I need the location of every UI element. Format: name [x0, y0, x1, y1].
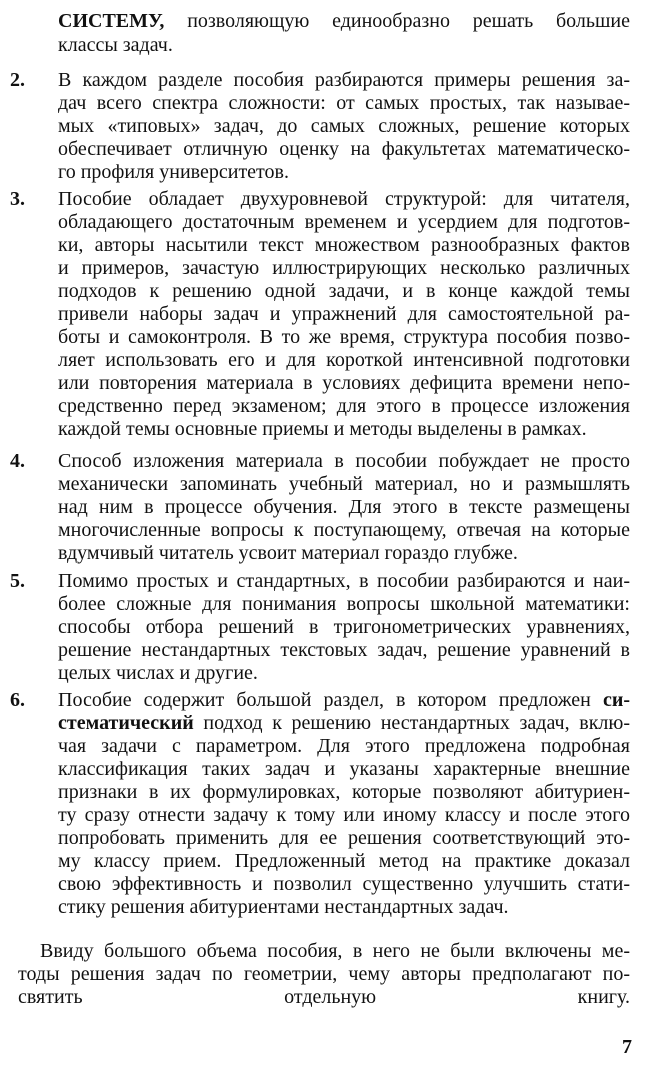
closing-line: тоды решения задач по геометрии, чему авторы предполагают по-: [18, 963, 630, 985]
intro-bold-word: СИСТЕМУ,: [58, 10, 165, 32]
item-6-line: [58, 712, 630, 735]
item-6-line: классификация таких задач и указаны характерные внешние: [58, 758, 630, 780]
item-2-line: В каждом разделе пособия разбираются примеры решения за-: [58, 69, 630, 91]
item-3-line: каждой темы основные приемы и методы выделены в рамках.: [58, 418, 587, 440]
item-6-line-2-text: подход к решению нестандартных задач, вклю-: [203, 712, 631, 734]
closing-line: святить отдельную книгу.: [18, 986, 630, 1008]
item-6-line: признаки в их формулировках, которые позволяют абитуриен-: [58, 781, 630, 803]
item-3-line: Пособие обладает двухуровневой структурой: для читателя,: [58, 188, 630, 210]
item-6-line: свою эффективность и позволил существенно улучшить стати-: [58, 873, 630, 895]
item-number: 5.: [10, 570, 25, 592]
item-3-line: обладающего достаточным временем и усердием для подготов-: [58, 211, 630, 233]
item-5-line: Помимо простых и стандартных, в пособии разбираются и наи-: [58, 570, 630, 592]
item-number: 2.: [10, 69, 25, 91]
item-4-line: механически запоминать учебный материал, но и размышлять: [58, 473, 630, 495]
item-6-bold-word: стематический: [58, 712, 194, 734]
item-5-line: решение нестандартных текстовых задач, решение уравнений в: [58, 639, 630, 661]
item-4-line: вдумчивый читатель усвоит материал гораздо глубже.: [58, 542, 518, 564]
intro-line-1-text: позволяющую единообразно решать большие: [187, 10, 630, 32]
item-2-line: го профиля университетов.: [58, 161, 289, 183]
item-6-line: попробовать применить для ее решения соответствующий это-: [58, 827, 630, 849]
item-6-line: чая задачи с параметром. Для этого предложена подробная: [58, 735, 630, 757]
item-6-line: стику решения абитуриентами нестандартных задач.: [58, 896, 509, 918]
intro-line-1: [58, 10, 630, 33]
closing-line: Ввиду большого объема пособия, в него не были включены ме-: [40, 940, 630, 962]
item-6-line: му классу прием. Предложенный метод на практике доказал: [58, 850, 630, 872]
item-2-line: мых «типовых» задач, до самых сложных, решение которых: [58, 115, 630, 137]
item-4-line: многочисленные вопросы к поступающему, отвечая на которые: [58, 519, 630, 541]
item-number: 4.: [10, 450, 25, 472]
item-4-line: над ним в процессе обучения. Для этого в тексте размещены: [58, 496, 630, 518]
item-6-line-1-text: Пособие содержит большой раздел, в котором предложен: [58, 689, 591, 711]
item-5-line: целых числах и другие.: [58, 662, 258, 684]
item-3-line: ляет использовать его и для короткой интенсивной подготовки: [58, 349, 630, 371]
item-5-line: способы отбора решений в тригонометрических уравнениях,: [58, 616, 630, 638]
item-6-bold-fragment: си-: [602, 689, 630, 711]
item-3-line: боты и самоконтроля. В то же время, структура пособия позво-: [58, 326, 630, 348]
item-2-line: дач всего спектра сложности: от самых простых, так называе-: [58, 92, 630, 114]
intro-line-2: классы задач.: [58, 34, 173, 56]
item-2-line: обеспечивает отличную оценку на факультетах математическо-: [58, 138, 630, 160]
item-number: 3.: [10, 188, 25, 210]
item-4-line: Способ изложения материала в пособии побуждает не просто: [58, 450, 630, 472]
item-5-line: более сложные для понимания вопросы школьной математики:: [58, 593, 630, 615]
item-number: 6.: [10, 689, 25, 711]
item-3-line: ки, авторы насытили текст множеством разнообразных фактов: [58, 234, 630, 256]
item-3-line: привели наборы задач и упражнений для самостоятельной ра-: [58, 303, 630, 325]
page-number: 7: [622, 1036, 632, 1058]
item-6-line: ту сразу отнести задачу к тому или иному классу и после этого: [58, 804, 630, 826]
item-3-line: средственно перед экзаменом; для этого в процессе изложения: [58, 395, 630, 417]
item-6-line: [58, 689, 630, 712]
item-3-line: и примеров, зачастую иллюстрирующих несколько различных: [58, 257, 630, 279]
item-3-line: подходов к решению одной задачи, и в конце каждой темы: [58, 280, 630, 302]
item-3-line: или повторения материала в условиях дефицита времени непо-: [58, 372, 630, 394]
